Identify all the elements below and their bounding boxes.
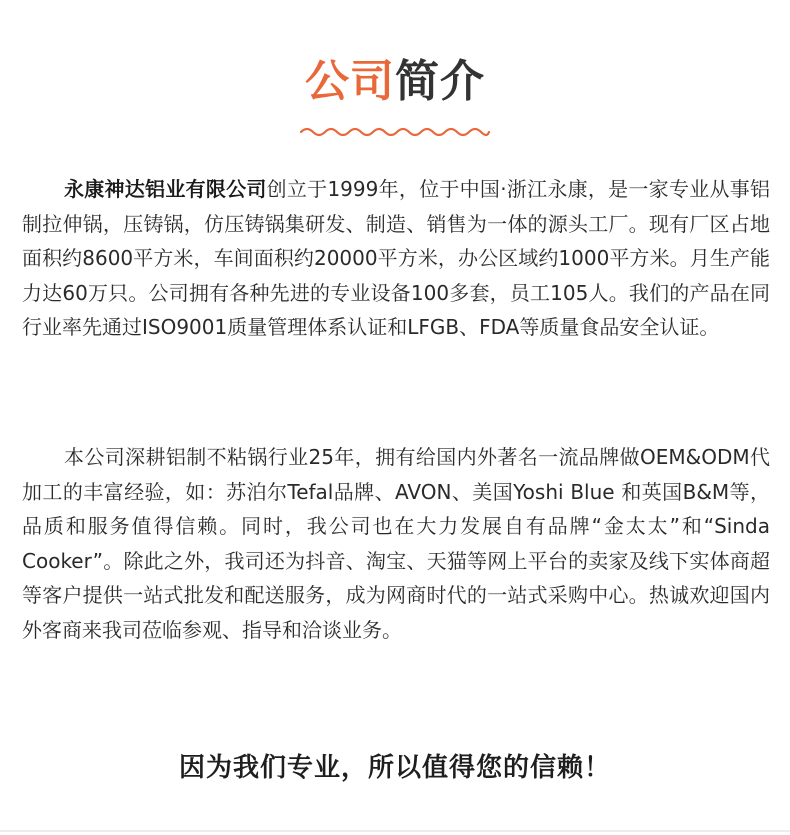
wave-divider-icon <box>299 124 491 144</box>
intro-paragraph-1-text: 创立于1999年，位于中国·浙江永康，是一家专业从事铝制拉伸锅，压铸锅，仿压铸锅集研发、制造、销售为一体的源头工厂。现有厂区占地面积约8600平方米，车间面积约20000平方米，办公区域约1000平方米。月生产能力达60万只。公司拥有各种先进的专业设备100多套，员工105人。我们的产品在同行业率先通过ISO9001质量管理体系认证和LFGB、FDA等质量食品安全认证。 <box>22 177 770 339</box>
intro-paragraph-2: 本公司深耕铝制不粘锅行业25年，拥有给国内外著名一流品牌做OEM&ODM代加工的丰富经验，如：苏泊尔Tefal品牌、AVON、美国Yoshi Blue 和英国B&M等，品质和服务值得信赖。同时，我公司也在大力发展自有品牌“金太太”和“Sinda Cooker”。除此之外，我司还为抖音、淘宝、天猫等网上平台的卖家及线下实体商超等客户提供一站式批发和配送服务，成为网商时代的一站式采购中心。热诚欢迎国内外客商来我司莅临参观、指导和洽谈业务。 <box>22 445 770 642</box>
title-accent: 公司 <box>305 56 395 107</box>
title-rest: 简介 <box>395 56 485 107</box>
intro-paragraph-1 <box>22 172 770 345</box>
slogan: 因为我们专业，所以值得您的信赖！ <box>178 753 611 783</box>
page-title <box>0 54 790 110</box>
company-name: 永康神达铝业有限公司 <box>64 177 267 201</box>
bottom-divider <box>0 830 790 832</box>
